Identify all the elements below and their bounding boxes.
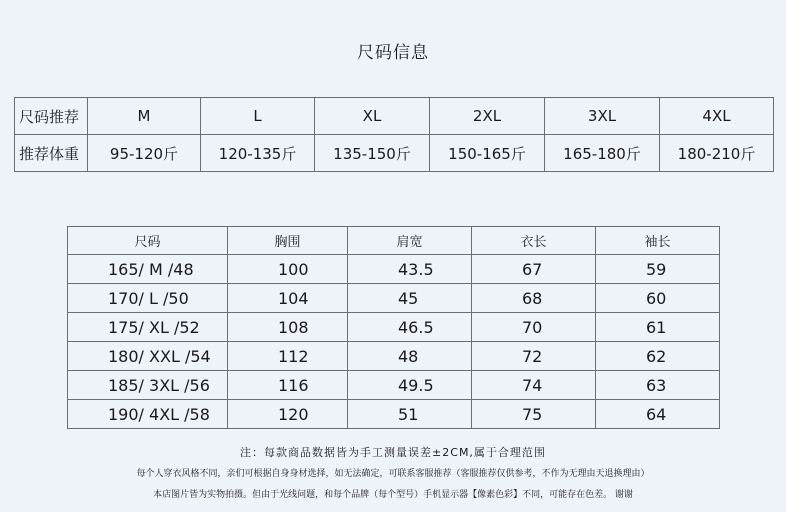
size-recommendation-table xyxy=(14,97,774,172)
size-label: 165/ M /48 xyxy=(68,255,228,284)
weight-cell: 150-165斤 xyxy=(430,135,545,172)
table-row xyxy=(68,284,720,313)
table-header-row xyxy=(68,227,720,255)
weight-cell: 95-120斤 xyxy=(88,135,201,172)
size-cell: 3XL xyxy=(545,98,660,135)
sleeve-value: 62 xyxy=(596,342,720,371)
length-value: 68 xyxy=(472,284,596,313)
size-cell: M xyxy=(88,98,201,135)
shoulder-value: 51 xyxy=(348,400,472,429)
size-label: 190/ 4XL /58 xyxy=(68,400,228,429)
sleeve-value: 60 xyxy=(596,284,720,313)
size-cell: 4XL xyxy=(660,98,774,135)
shoulder-value: 45 xyxy=(348,284,472,313)
chest-value: 116 xyxy=(228,371,348,400)
color-note: 本店图片皆为实物拍摄。但由于光线问题，和每个品牌（每个型号）手机显示器【像素色彩】不同，可能存在色差。 谢谢 xyxy=(153,490,633,500)
weight-cell: 135-150斤 xyxy=(315,135,430,172)
shoulder-value: 46.5 xyxy=(348,313,472,342)
table-row xyxy=(68,400,720,429)
length-value: 70 xyxy=(472,313,596,342)
length-value: 72 xyxy=(472,342,596,371)
weight-cell: 180-210斤 xyxy=(660,135,774,172)
sleeve-value: 61 xyxy=(596,313,720,342)
table-row xyxy=(68,371,720,400)
chest-value: 112 xyxy=(228,342,348,371)
sleeve-value: 59 xyxy=(596,255,720,284)
length-value: 74 xyxy=(472,371,596,400)
measurement-note: 注：每款商品数据皆为手工测量误差±2CM,属于合理范围 xyxy=(240,446,546,459)
size-label: 175/ XL /52 xyxy=(68,313,228,342)
size-label: 185/ 3XL /56 xyxy=(68,371,228,400)
chest-value: 108 xyxy=(228,313,348,342)
length-value: 67 xyxy=(472,255,596,284)
table-row xyxy=(15,135,774,172)
weight-cell: 165-180斤 xyxy=(545,135,660,172)
page-title: 尺码信息 xyxy=(357,43,429,63)
chest-value: 120 xyxy=(228,400,348,429)
table-row xyxy=(68,342,720,371)
table-row xyxy=(15,98,774,135)
sleeve-value: 64 xyxy=(596,400,720,429)
row-label: 推荐体重 xyxy=(15,135,88,172)
chest-value: 100 xyxy=(228,255,348,284)
shoulder-value: 43.5 xyxy=(348,255,472,284)
column-header: 尺码 xyxy=(68,227,228,255)
column-header: 肩宽 xyxy=(348,227,472,255)
size-measurement-table xyxy=(67,226,720,429)
sleeve-value: 63 xyxy=(596,371,720,400)
table-row xyxy=(68,255,720,284)
chest-value: 104 xyxy=(228,284,348,313)
row-label: 尺码推荐 xyxy=(15,98,88,135)
size-cell: XL xyxy=(315,98,430,135)
weight-cell: 120-135斤 xyxy=(201,135,315,172)
fit-note: 每个人穿衣风格不同，亲们可根据自身身材选择，如无法确定，可联系客服推荐（客服推荐仅供参考，不作为无理由天退换理由） xyxy=(136,469,650,479)
size-cell: L xyxy=(201,98,315,135)
size-label: 180/ XXL /54 xyxy=(68,342,228,371)
shoulder-value: 49.5 xyxy=(348,371,472,400)
column-header: 衣长 xyxy=(472,227,596,255)
column-header: 胸围 xyxy=(228,227,348,255)
size-cell: 2XL xyxy=(430,98,545,135)
shoulder-value: 48 xyxy=(348,342,472,371)
length-value: 75 xyxy=(472,400,596,429)
size-label: 170/ L /50 xyxy=(68,284,228,313)
column-header: 袖长 xyxy=(596,227,720,255)
table-row xyxy=(68,313,720,342)
